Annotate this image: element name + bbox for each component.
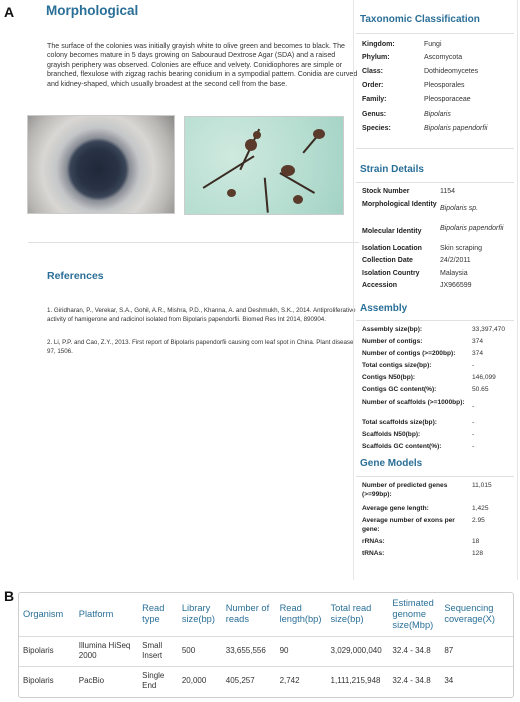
table-cell: 500 [178, 636, 222, 666]
table-cell: 20,000 [178, 666, 222, 696]
column-header: Sequencing coverage(X) [444, 603, 495, 625]
strain-title: Strain Details [360, 164, 424, 175]
microscopy-photo [184, 116, 344, 215]
reference-item-2: 2. Li, P.P. and Cao, Z.Y., 2013. First report of Bipolaris papendorfii causing corn leaf spot in China. Plant disease 97, 1506. [47, 339, 354, 355]
table-cell: 3,029,000,040 [327, 636, 389, 666]
assembly-title: Assembly [360, 303, 408, 314]
morphological-title: Morphological [46, 3, 139, 18]
sidebar: Taxonomic Classification Kingdom: Fungi Phylum: Ascomycota Class: Dothideomycetes Order: Pleosporales Family: Pleosporaceae Genus: Bipolaris Species: Bipolaris papendorfii Strain Details Stock Number 1154 Morphological Identity Bipolaris sp. Molecular Identity Bipolaris papendorfii Isolation Location Skin scraping Collection Date 24/2/2011 Isolation Country Malaysia Accession JX966599 Assembly Assembly size(bp): 33,397,470 Number of contigs: 374 Number of contigs (>=200bp): 374 Total contigs size(bp): - Contigs N50(bp): 146,099 Contigs GC content(%): 50.65 Number of scaffolds (>=1000bp): - Total scaffolds size(bp): - Scaffolds N50(bp): - Scaffolds GC content(%): - Gene Models Number of predicted genes (>=99bp): 11,015 Average gene length: 1,425 Average number of exons per gene: 2.95 rRNAs: 18 tRNAs: 128 [353, 0, 518, 580]
table-cell: Small Insert [138, 636, 178, 666]
panel-label-b: B [4, 588, 15, 604]
table-cell: 87 [440, 636, 513, 666]
table-cell: 1,111,215,948 [327, 666, 389, 696]
column-header: Number of reads [225, 603, 270, 625]
table-cell: 405,257 [222, 666, 276, 696]
table-cell: Bipolaris [19, 636, 75, 666]
column-header: Platform [78, 608, 114, 619]
section-divider [28, 242, 359, 243]
table-cell: 34 [440, 666, 513, 696]
column-header: Total read size(bp) [330, 603, 372, 625]
reference-item-1: 1. Giridharan, P., Verekar, S.A., Gohil, A.R., Mishra, P.D., Khanna, A. and Deshmukh, S.K., 2014. Antiproliferative activity of hamigerone and radicinol isolated from Bipolaris papendorfii. Biomed Res Int 2014, 890904. [47, 307, 356, 323]
morphological-description: The surface of the colonies was initially grayish white to olive green and becomes to black. The colony becomes mature in 5 days growing on Sabouraud Dextrose Agar (SDA) and a raised grayish periphery was observed. Colonies are effuce and velvety. Conidiophores are simple or branched, flexulose with zigzag rachis bearing conidium in a sympodial pattern. Conidia are curved and kidney-shaped, which usually broadest at the second cell from the base. [47, 42, 358, 88]
table-header-row [19, 593, 513, 636]
table-cell: 32.4 - 34.8 [388, 636, 440, 666]
table-cell: 32.4 - 34.8 [388, 666, 440, 696]
table-cell: Illumina HiSeq 2000 [75, 636, 138, 666]
column-header: Read length(bp) [279, 603, 322, 625]
references-title: References [47, 270, 104, 282]
column-header: Organism [23, 608, 64, 619]
table-cell: 2,742 [276, 666, 327, 696]
table-cell: Bipolaris [19, 666, 75, 696]
taxonomy-title: Taxonomic Classification [360, 14, 480, 25]
gene-models-title: Gene Models [360, 458, 423, 469]
table-cell: Single End [138, 666, 178, 696]
table-cell: PacBio [75, 666, 138, 696]
column-header: Library size(bp) [181, 603, 215, 625]
table-row [19, 666, 513, 696]
column-header: Estimated genome size(Mbp) [392, 597, 434, 630]
colony-photo [27, 115, 175, 214]
panel-label-a: A [4, 4, 15, 20]
table-cell: 90 [276, 636, 327, 666]
table-cell: 33,655,556 [222, 636, 276, 666]
sequencing-table [18, 592, 514, 698]
column-header: Read type [142, 603, 165, 625]
table-row [19, 636, 513, 666]
